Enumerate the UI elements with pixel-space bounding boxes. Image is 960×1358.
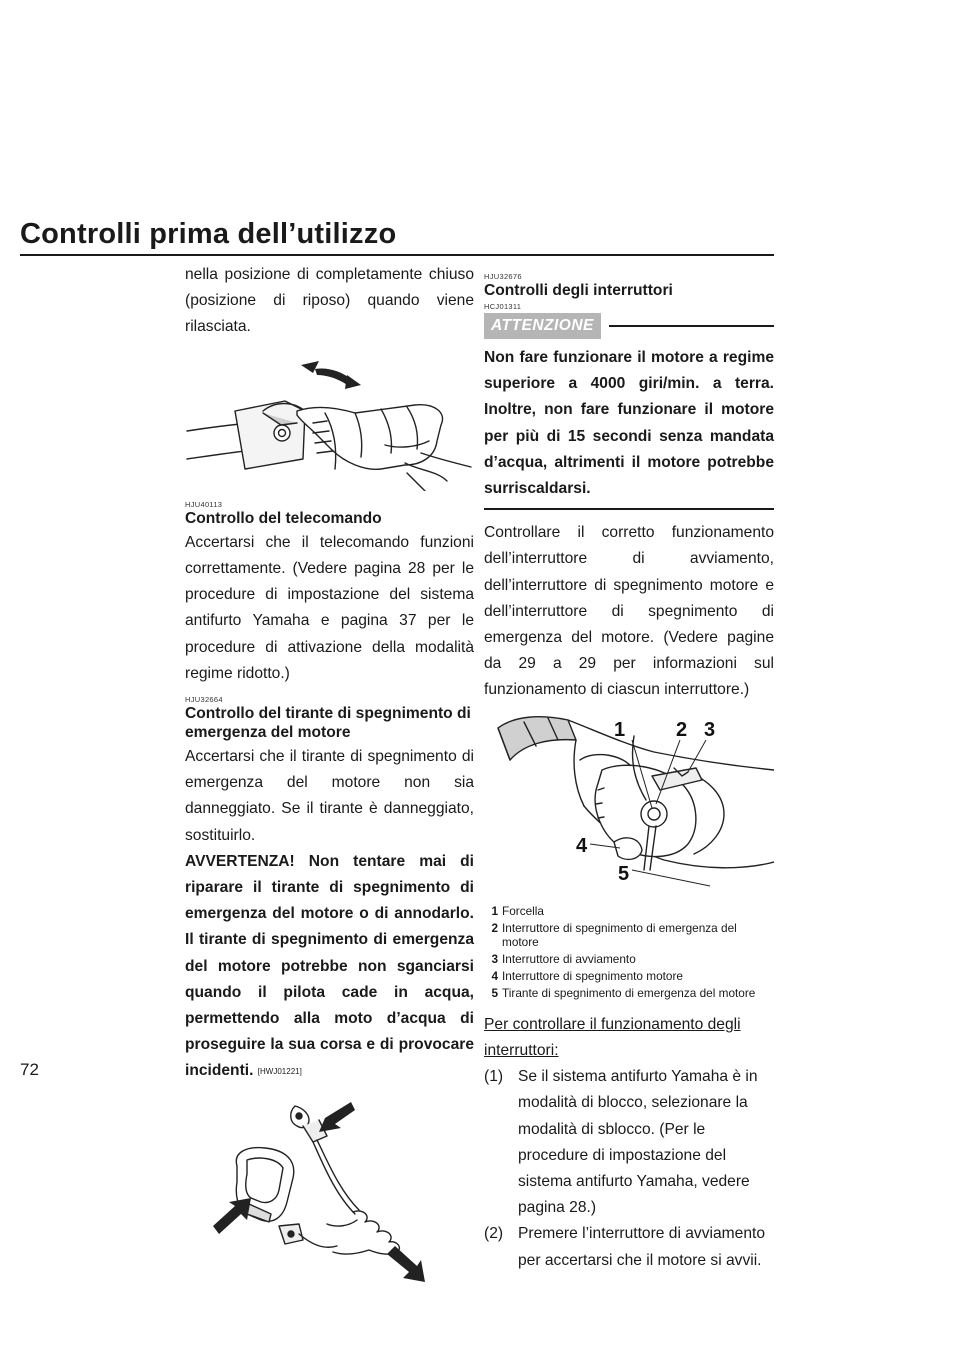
throttle-illustration [185,341,474,491]
legend-item: 5 Tirante di spegnimento di emergenza del motore [491,985,756,1000]
fig-label-4: 4 [576,834,588,857]
legend-item: 4 Interruttore di spegnimento motore [491,968,683,983]
fig-label-5: 5 [618,862,630,885]
procedure-title: Per controllare il funzionamento degli interruttori: [484,1015,741,1060]
procedure-step: (2) Premere l’interruttore di avviamento per accertarsi che il motore si avvii. [484,1225,766,1269]
lanyard-illustration [185,1094,474,1294]
fig-label-3: 3 [704,718,716,741]
lanyard-warning-code: [HWJ01221] [257,1067,302,1077]
intro-paragraph: nella posizione di completamente chiuso (posizione di riposo) quando viene rilasciata. [185,266,474,336]
left-column [185,262,474,1303]
legend-item: 1 Forcella [491,903,544,918]
attn-header-rule [609,325,774,327]
section-code-switches: HJU32676 [484,272,522,281]
attn-header [484,313,774,339]
section-body-lanyard: Accertarsi che il tirante di spegnimento di emergenza del motore non sia danneggiato. Se il tirante è danneggiato, sostituirlo. [185,748,474,844]
attn-code: HCJ01311 [484,302,522,311]
section-code-remote: HJU40113 [185,499,223,509]
procedure-step: (1) Se il sistema antifurto Yamaha è in modalità di blocco, selezionare la modalità di sblocco. (Per le procedure di impostazione del sistema antifurto Yamaha, vedere pagina 28.) [484,1068,758,1217]
attn-label: ATTENZIONE [484,313,601,339]
legend-item: 2 Interruttore di spegnimento di emergenza del motore [491,920,737,949]
title-rule [20,254,774,256]
section-title-remote: Controllo del telecomando [185,509,382,527]
section-title-switches: Controlli degli interruttori [484,282,673,299]
legend-item: 3 Interruttore di avviamento [491,951,636,966]
figure-legend [484,904,774,1000]
page-title: Controlli prima dell’utilizzo [20,218,397,250]
attn-end-rule [484,508,774,510]
switch-panel-illustration [484,710,774,895]
attn-text: Non fare funzionare il motore a regime superiore a 4000 giri/min. a terra. Inoltre, non fare funzionare il motore per più di 15 secondi senza mandata d’acqua, altrimenti il motore potrebbe surriscaldarsi. [484,349,774,498]
right-column [484,272,774,1274]
fig-label-1: 1 [614,718,626,741]
section-code-lanyard: HJU32664 [185,695,223,705]
page-number: 72 [20,1060,39,1079]
section-body-remote: Accertarsi che il telecomando funzioni correttamente. (Vedere pagina 28 per le procedure di impostazione del sistema antifurto Yamaha e pagina 37 per le procedure di attivazione della modalità regime ridotto.) [185,533,474,682]
lanyard-warning [185,849,474,1086]
fig-label-2: 2 [676,718,688,741]
switches-body: Controllare il corretto funzionamento dell’interruttore di avviamento, dell’interruttore di spegnimento motore e dell’interruttore di spegnimento di emergenza del motore. (Vedere pagine da 29 a 29 per informazioni sul funzionamento di ciascun interruttore.) [484,524,774,699]
lanyard-warning-text: AVVERTENZA! Non tentare mai di riparare il tirante di spegnimento di emergenza del motore o di annodarlo. Il tirante di spegnimento di emergenza del motore potrebbe non sganciarsi quando il pilota cade in acqua, permettendo alla moto d’acqua di proseguire la sua corsa e di provocare incidenti. [185,852,474,1080]
section-title-lanyard: Controllo del tirante di spegnimento di emergenza del motore [185,705,471,742]
